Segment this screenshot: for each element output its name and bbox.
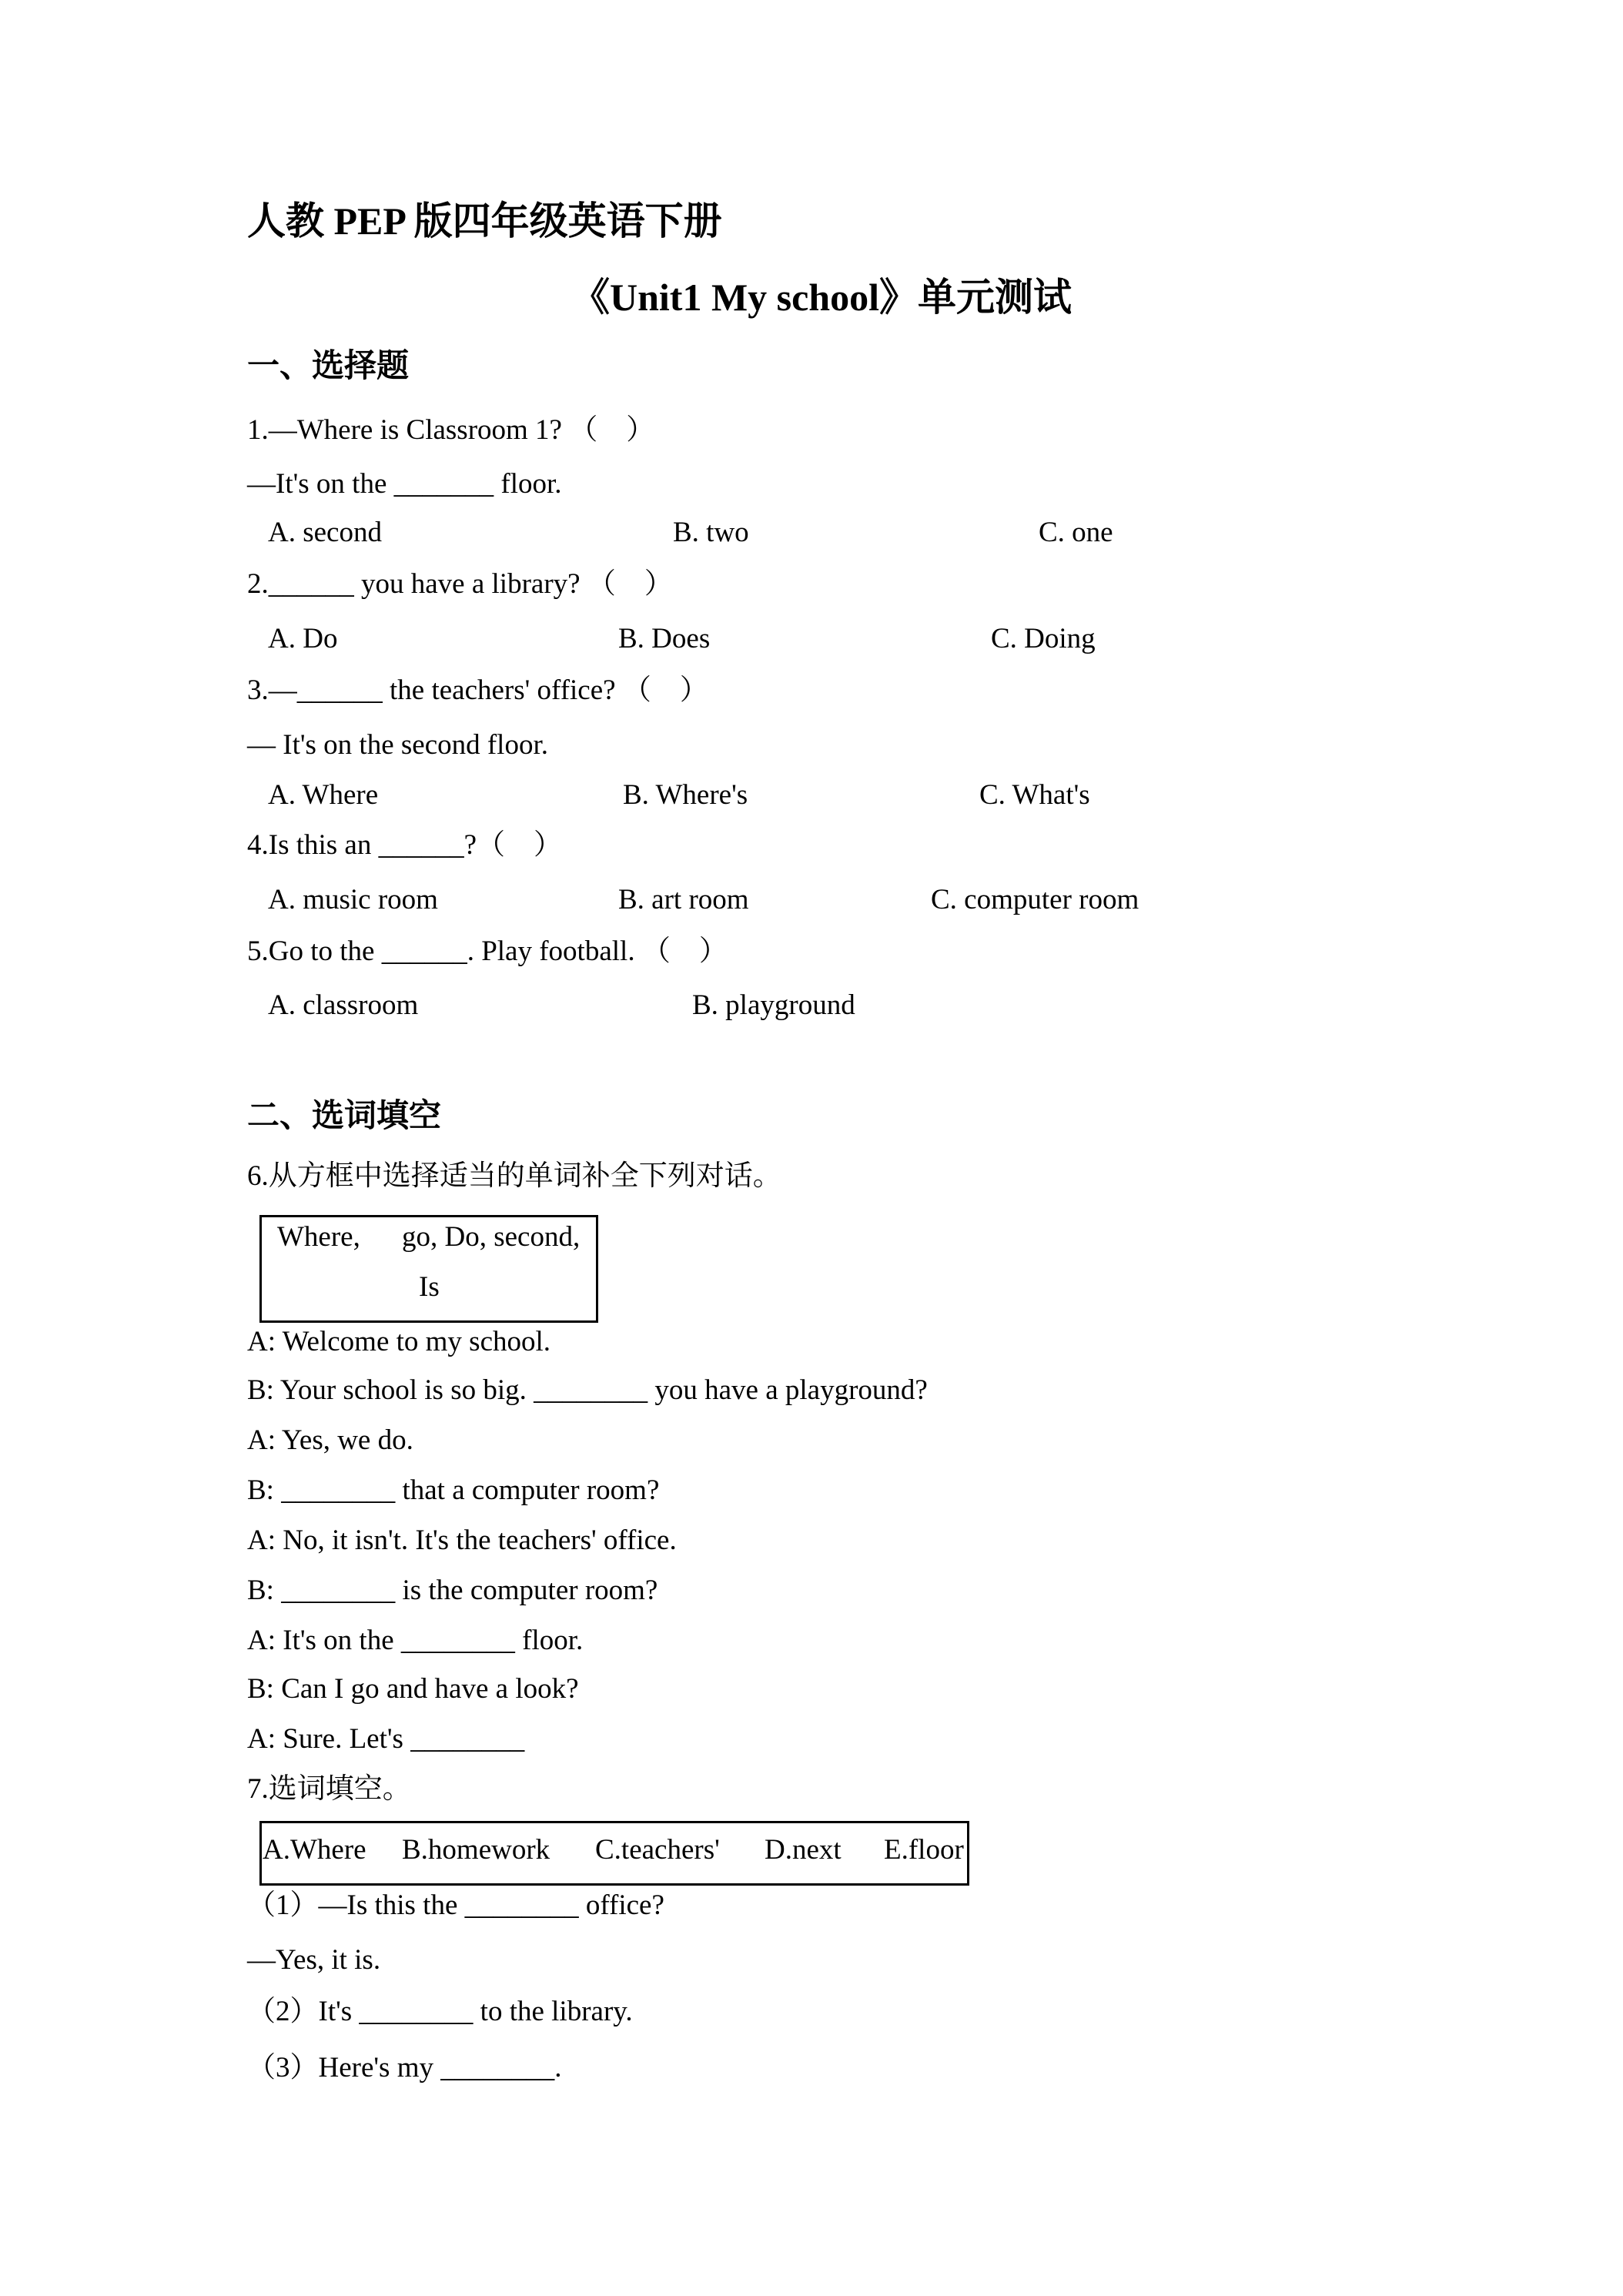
question-3-option-c: C. What's bbox=[979, 779, 1090, 811]
dialogue-line: B: ________ that a computer room? bbox=[247, 1474, 660, 1506]
question-3-stem: 3.—______ the teachers' office? （ ） bbox=[247, 674, 708, 706]
dialogue-line: B: ________ is the computer room? bbox=[247, 1575, 658, 1606]
dialogue-line: A: No, it isn't. It's the teachers' office. bbox=[247, 1525, 677, 1556]
question-4-stem: 4.Is this an ______?（ ） bbox=[247, 829, 563, 861]
word-box-item: Where, bbox=[277, 1221, 360, 1253]
question-3-option-b: B. Where's bbox=[623, 779, 748, 811]
question-2-option-a: A. Do bbox=[268, 623, 338, 654]
question-1-stem: 1.—Where is Classroom 1? （ ） bbox=[247, 414, 655, 446]
question-1-answer-line: —It's on the _______ floor. bbox=[247, 468, 562, 500]
exercise-item: （3）Here's my ________. bbox=[247, 2052, 562, 2083]
dialogue-line: A: Yes, we do. bbox=[247, 1424, 413, 1456]
word-box-item: A.Where bbox=[263, 1834, 366, 1866]
question-1-option-a: A. second bbox=[268, 517, 382, 548]
exercise-item: （1）—Is this the ________ office? bbox=[247, 1889, 664, 1921]
question-3-answer-line: — It's on the second floor. bbox=[247, 729, 548, 761]
question-3-option-a: A. Where bbox=[268, 779, 379, 811]
word-box-group bbox=[402, 1220, 587, 1254]
word-box-item: go, bbox=[402, 1221, 438, 1253]
exercise-item: —Yes, it is. bbox=[247, 1944, 381, 1976]
question-1-option-b: B. two bbox=[673, 517, 749, 548]
question-1-option-c: C. one bbox=[1039, 517, 1113, 548]
question-4-option-a: A. music room bbox=[268, 884, 438, 915]
question-2-option-b: B. Does bbox=[618, 623, 711, 654]
word-box-item: Is bbox=[419, 1271, 440, 1303]
word-box-item: D.next bbox=[765, 1834, 842, 1866]
question-4-option-b: B. art room bbox=[618, 884, 749, 915]
dialogue-line: B: Can I go and have a look? bbox=[247, 1673, 579, 1705]
section-2-heading: 二、选词填空 bbox=[247, 1099, 442, 1134]
dialogue-line: B: Your school is so big. ________ you have a playground? bbox=[247, 1374, 928, 1406]
word-box-item: Do, bbox=[444, 1221, 487, 1253]
question-2-stem: 2.______ you have a library? （ ） bbox=[247, 568, 673, 600]
exercise-item: （2）It's ________ to the library. bbox=[247, 1996, 633, 2027]
dialogue-line: A: Sure. Let's ________ bbox=[247, 1723, 525, 1755]
word-box-item: C.teachers' bbox=[595, 1834, 720, 1866]
question-6-instruction: 6.从方框中选择适当的单词补全下列对话。 bbox=[247, 1160, 781, 1192]
question-2-option-c: C. Doing bbox=[991, 623, 1096, 654]
word-box-item: second, bbox=[494, 1221, 581, 1253]
document-title: 人教 PEP 版四年级英语下册 bbox=[247, 199, 722, 243]
dialogue-line: A: Welcome to my school. bbox=[247, 1326, 551, 1357]
question-7-instruction: 7.选词填空。 bbox=[247, 1773, 411, 1805]
question-5-option-a: A. classroom bbox=[268, 989, 419, 1021]
question-6-word-box bbox=[259, 1215, 598, 1323]
section-1-heading: 一、选择题 bbox=[247, 349, 410, 384]
question-7-word-box bbox=[259, 1821, 969, 1886]
document-subtitle: 《Unit1 My school》单元测试 bbox=[571, 276, 1072, 319]
question-5-option-b: B. playground bbox=[692, 989, 855, 1021]
question-4-option-c: C. computer room bbox=[931, 884, 1139, 915]
question-5-stem: 5.Go to the ______. Play football. （ ） bbox=[247, 935, 728, 967]
word-box-item: E.floor bbox=[884, 1834, 964, 1866]
dialogue-line: A: It's on the ________ floor. bbox=[247, 1625, 584, 1656]
word-box-item: B.homework bbox=[402, 1834, 550, 1866]
